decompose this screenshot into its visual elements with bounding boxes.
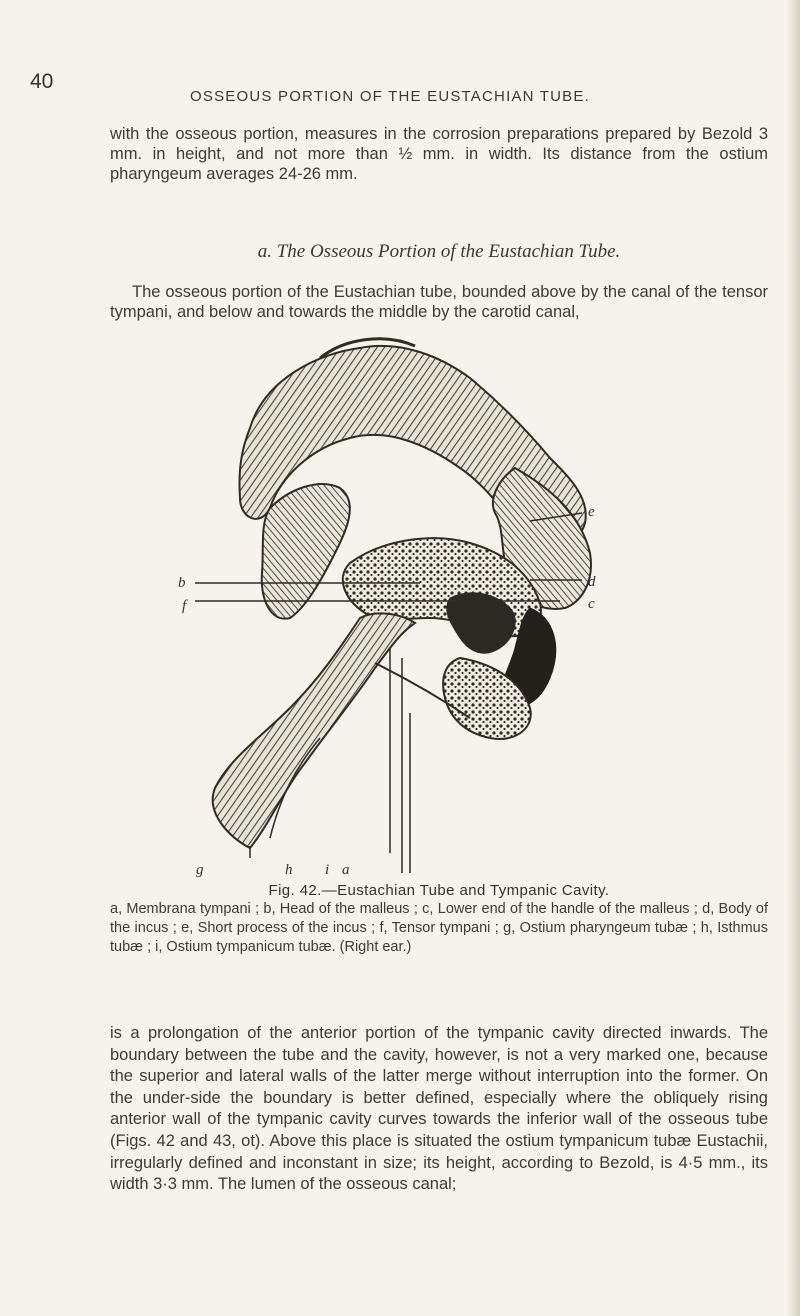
eustachian-tube — [213, 613, 415, 848]
label-a: a — [342, 862, 350, 878]
label-f: f — [182, 598, 187, 614]
label-c: c — [588, 596, 595, 612]
paragraph-3: is a prolongation of the anterior portion of the tympanic cavity directed inwards. The boundary between the tube and the cavity, however, is not a very marked one, because the superior and lateral walls of the latter merge without interruption into the former. On the under-side the boundary is better defined, especially where the obliquely rising anterior wall of the tympanic cavity curves towards the inferior wall of the osseous tube (Figs. 42 and 43, ot). Above this place is situated the ostium tympanicum tubæ Eustachii, irregularly defined and inconstant in size; its height, according to Bezold, is 4·5 mm., its width 3·3 mm. The lumen of the osseous canal; — [110, 1024, 768, 1194]
label-b: b — [178, 575, 186, 591]
figure-legend: a, Membrana tympani ; b, Head of the malleus ; c, Lower end of the handle of the malleus ; d, Body of the incus ; e, Short process of the incus ; f, Tensor tympani ; g, Ostium pharyngeum tubæ ; h, Isthmus tubæ ; i, Ostium tympanicum tubæ. (Right ear.) — [110, 901, 768, 955]
figure-caption: Fig. 42.—Eustachian Tube and Tympanic Cavity. — [268, 882, 610, 899]
label-d: d — [588, 574, 596, 590]
section-heading: a. The Osseous Portion of the Eustachian Tube. — [257, 241, 621, 262]
label-i: i — [325, 862, 330, 878]
figure-illustration — [170, 318, 640, 878]
running-head: OSSEOUS PORTION OF THE EUSTACHIAN TUBE. — [190, 88, 590, 105]
anatomical-figure — [170, 318, 640, 883]
label-g: g — [196, 862, 204, 878]
label-h: h — [285, 862, 293, 878]
left-process — [262, 484, 350, 619]
page-number: 40 — [30, 70, 54, 93]
paragraph-2: The osseous portion of the Eustachian tube, bounded above by the canal of the tensor tympani, and below and towards the middle by the carotid canal, — [110, 283, 768, 321]
label-e: e — [588, 504, 595, 520]
page-edge — [786, 0, 800, 1316]
paragraph-1: with the osseous portion, measures in the corrosion preparations prepared by Bezold 3 mm. in height, and not more than ½ mm. in width. Its distance from the ostium pharyngeum averages 24-26 mm. — [110, 125, 768, 183]
